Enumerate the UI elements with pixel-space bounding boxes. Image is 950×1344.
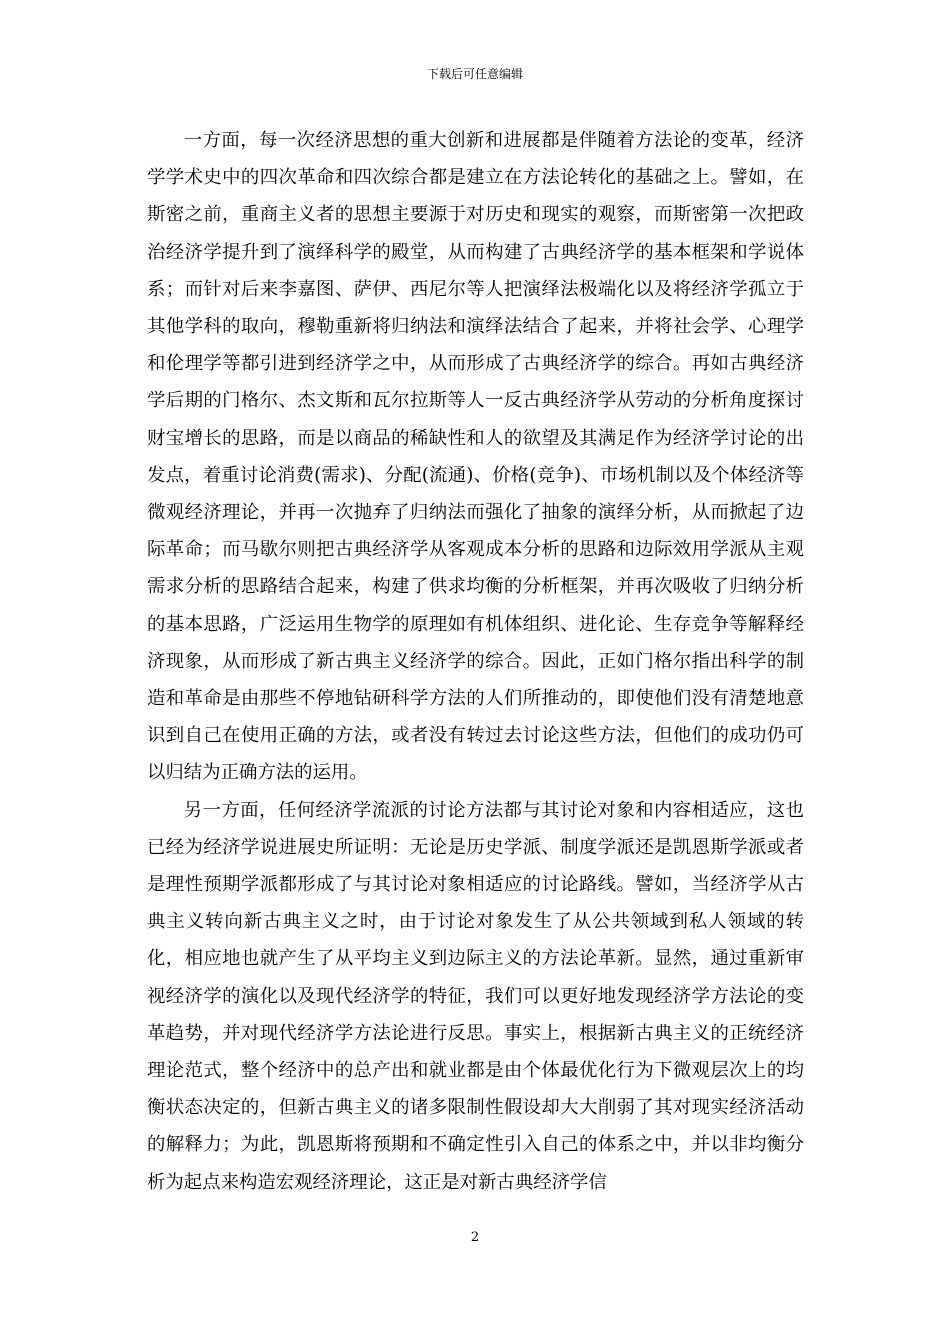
paragraph-2: 另一方面，任何经济学流派的讨论方法都与其讨论对象和内容相适应，这也已经为经济学说进展史所证明：无论是历史学派、制度学派还是凯恩斯学派或者是理性预期学派都形成了与其讨论对象相适应的讨论路线。譬如，当经济学从古典主义转向新古典主义之时，由于讨论对象发生了从公共领域到私人领域的转化，相应地也就产生了从平均主义到边际主义的方法论革新。显然，通过重新审视经济学的演化以及现代经济学的特征，我们可以更好地发现经济学方法论的变革趋势，并对现代经济学方法论进行反思。事实上，根据新古典主义的正统经济理论范式，整个经济中的总产出和就业都是由个体最优化行为下微观层次上的均衡状态决定的，但新古典主义的诸多限制性假设却大大削弱了其对现实经济活动的解释力；为此，凯恩斯将预期和不确定性引入自己的体系之中，并以非均衡分析为起点来构造宏观经济理论，这正是对新古典经济学信 bbox=[147, 799, 804, 1193]
page-number: 2 bbox=[470, 1230, 480, 1245]
page-header: 下载后可任意编辑 bbox=[426, 67, 523, 81]
paragraph-1: 一方面，每一次经济思想的重大创新和进展都是伴随着方法论的变革，经济学学术史中的四次革命和四次综合都是建立在方法论转化的基础之上。譬如，在斯密之前，重商主义者的思想主要源于对历史和现实的观察，而斯密第一次把政治经济学提升到了演绎科学的殿堂，从而构建了古典经济学的基本框架和学说体系；而针对后来李嘉图、萨伊、西尼尔等人把演绎法极端化以及将经济学孤立于其他学科的取向，穆勒重新将归纳法和演绎法结合了起来，并将社会学、心理学和伦理学等都引进到经济学之中，从而形成了古典经济学的综合。再如古典经济学后期的门格尔、杰文斯和瓦尔拉斯等人一反古典经济学从劳动的分析角度探讨财宝增长的思路，而是以商品的稀缺性和人的欲望及其满足作为经济学讨论的出发点，着重讨论消费(需求)、分配(流通)、价格(竞争)、市场机制以及个体经济等微观经济理论，并再一次抛弃了归纳法而强化了抽象的演绎分析，从而掀起了边际革命；而马歇尔则把古典经济学从客观成本分析的思路和边际效用学派从主观需求分析的思路结合起来，构建了供求均衡的分析框架，并再次吸收了归纳分析的基本思路，广泛运用生物学的原理如有机体组织、进化论、生存竞争等解释经济现象，从而形成了新古典主义经济学的综合。因此，正如门格尔指出科学的制造和革命是由那些不停地钻研科学方法的人们所推动的，即使他们没有清楚地意识到自己在使用正确的方法，或者没有转过去讨论这些方法，但他们的成功仍可以归结为正确方法的运用。 bbox=[147, 130, 804, 784]
document-body bbox=[147, 122, 804, 1201]
